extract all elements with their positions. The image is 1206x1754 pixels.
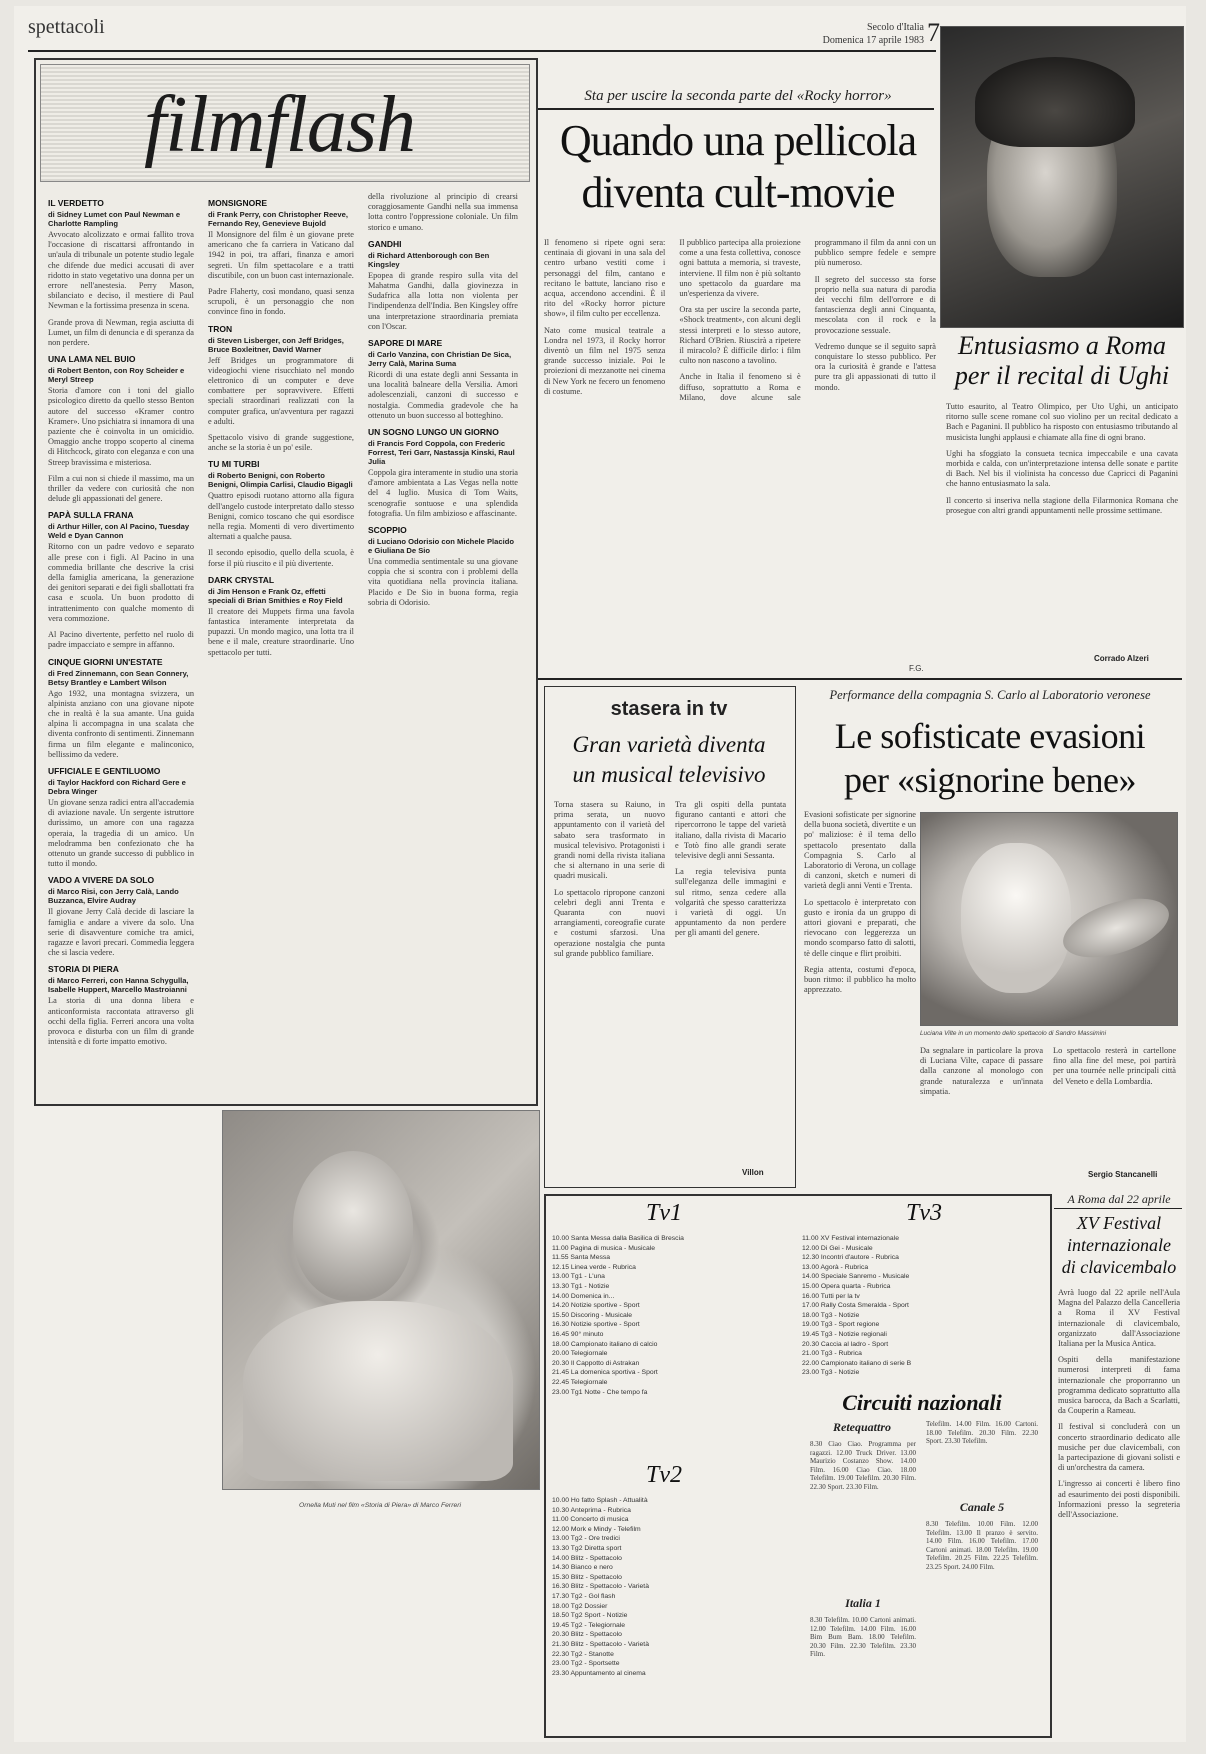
schedule-item: 20.00 Telegiornale [552,1350,608,1358]
review-title: SAPORE DI MARE [368,338,443,349]
schedule-item: 11.00 Concerto di musica [552,1516,629,1524]
schedule-item: 14.00 Speciale Sanremo - Musicale [802,1273,910,1281]
section-label: spettacoli [28,16,105,38]
tv-label: stasera in tv [610,698,728,720]
tv-headline-2: un musical televisivo [572,762,766,787]
performance-author: Sergio Stancanelli [1088,1170,1158,1179]
schedule-item: 15.00 Opera quarta - Rubrica [802,1282,891,1290]
performance-body-2: Da segnalare in particolare la prova di Luciana Vilte, capace di passare dalla canzone al monologo con grande naturalezza e un'innata simpatia. Lo spettacolo resterà in cartellone fino alla fine del mese, poi partirà per una tournée nelle principali città del Veneto e della Lombardia. [920,1046,1176,1096]
schedule-item: 15.50 Discoring - Musicale [552,1311,633,1319]
schedule-item: 14.00 Domenica in... [552,1292,615,1300]
schedule-item: 13.00 Agorà - Rubrica [802,1263,869,1271]
rocky-signature: F.G. [909,664,924,673]
review-title: TU MI TURBI [208,459,260,470]
schedule-item: 13.30 Tg2 Diretta sport [552,1544,622,1552]
filmflash-col1: IL VERDETTO di Sidney Lumet con Paul Newman e Charlotte Rampling Avvocato alcolizzato e ormai fallito trova l'occasione di riscattarsi affrontando in un'aula di tribunale un potente studio legale che difende due medici accusati di aver ridotto in stato vegetativo una donna per un errore nell'anestesia. Perry Mason, sbilanciato e deciso, il mestiere di Paul Newman e la fortissima presenza in scena. Grande prova di Newman, regia asciutta di Lumet, un film di denuncia e di speranza da non perdere. UNA LAMA NEL BUIO di Robert Benton, con Roy Scheider e Meryl Streep Storia d'amore con i toni del giallo psicologico diretto da quello stesso Benton autore del successo «Kramer contro Kramer». Uno psichiatra si innamora di una paziente che è coinvolta in un omicidio. Omaggio anche troppo scoperto al cinema di Hitchcock, girato con eleganza e con una Streep bravissima e misteriosa. Film a cui non si chiede il massimo, ma un thriller da vedere con curiosità che non delude gli appassionati del genere. PAPÀ SULLA FRANA di Arthur Hiller, con Al Pacino, Tuesday Weld e Dyan Cannon Ritorno con un padre vedovo e separato alle prese con i figli. Al Pacino in una commedia brillante che descrive la crisi della famiglia americana, la generazione dei genitori separati e dei figli sballottati fra casa e scuola. Un buon prodotto di intrattenimento con qualche momento di vera commozione. Al Pacino divertente, perfetto nel ruolo di padre impacciato e sempre in affanno. CINQUE GIORNI UN'ESTATE di Fred Zinnemann, con Sean Connery, Betsy Brantley e Lambert Wilson Ago 1932, una montagna svizzera, un alpinista anziano con una giovane nipote che in realtà è la sua amante. Una guida alpina li accompagna in una scalata che diventa confronto di sentimenti. Zinnemann firma un film elegante e malinconico, bellissimo da vedere. UFFICIALE E GENTILUOMO di Taylor Hackford con Richard Gere e Debra Winger Un giovane senza radici entra all'accademia di aviazione navale. Un sergente istruttore durissimo, un amore con una ragazza operaia, la tragedia di un amico. Un melodramma ben confezionato che ha ottenuto un grande successo di pubblico in tutto il mondo. VADO A VIVERE DA SOLO di Marco Risi, con Jerry Calà, Lando Buzzanca, Elvire Audray Il giovane Jerry Calà decide di lasciare la famiglia e andare a vivere da solo. Una serie di disavventure comiche tra amici, ragazze e lavori precari. Commedia leggera che si lascia vedere. STORIA DI PIERA di Marco Ferreri, con Hanna Schygulla, Isabelle Huppert, Marcello Mastroianni La storia di una donna libera e anticonformista raccontata attraverso gli occhi della figlia. Ferreri ancora una volta provoca e disturba con un film di grande intensità e di forte impatto emotivo. [48,198,194,1047]
review-title: STORIA DI PIERA [48,964,119,975]
schedule-item: 16.45 90° minuto [552,1330,604,1338]
schedule-item: 10.30 Anteprima - Rubrica [552,1506,631,1514]
review-credits: di Sidney Lumet con Paul Newman e Charlotte Rampling [48,210,181,228]
festival-headline-3: di clavicembalo [1061,1257,1177,1277]
schedule-item: 14.30 Bianco e nero [552,1564,613,1572]
review-title: UNA LAMA NEL BUIO [48,354,136,365]
schedule-item: 10.00 Santa Messa dalla Basilica di Brescia [552,1235,684,1242]
schedule-item: 22.00 Campionato italiano di serie B [802,1359,912,1367]
tv-body: Torna stasera su Raiuno, in prima serata, un nuovo appuntamento con il varietà del sabato sera trasformato in musical televisivo. Protagonisti i grandi nomi della rivista italiana che si alternano in una serie di quadri musicali. Lo spettacolo ripropone canzoni celebri degli anni Trenta e Quaranta con nuovi arrangiamenti, coreografie curate e costumi sfarzosi. Una operazione nostalgia che punta sul grande pubblico familiare. Tra gli ospiti della puntata figurano cantanti e attori che ripercorrono le tappe del varietà italiano, dalla rivista di Macario e Totò fino alle grandi serate televisive degli anni Sessanta. La regia televisiva punta sull'eleganza delle immagini e sul ritmo, senza cedere alla volgarità che spesso caratterizza i varietà di oggi. Un appuntamento da non perdere per gli amanti del genere. [554,800,786,958]
schedule-item: 13.00 Tg1 - L'una [552,1273,605,1281]
schedule-item: 16.00 Tutti per la tv [802,1292,860,1300]
newspaper-name: Secolo d'Italia [866,22,924,33]
schedule-item: 14.20 Notizie sportive - Sport [552,1302,640,1310]
review-title: UFFICIALE E GENTILUOMO [48,765,161,776]
schedule-item: 22.30 Tg2 - Stanotte [552,1650,614,1658]
rocky-kicker-rule [538,108,934,110]
schedule-item: 23.00 Tg3 - Notizie [802,1369,860,1377]
rocky-body: Il fenomeno si ripete ogni sera: centinaia di giovani in una sala del centro urbano vestiti come i personaggi del film, cantano e recitano le battute, lanciano riso e acqua, accendono accendini. È il rito del «Rocky horror picture show», il film culto per eccellenza. Nato come musical teatrale a Londra nel 1973, il Rocky horror diventò un film nel 1975 senza grande successo iniziale. Poi le proiezioni di mezzanotte nei cinema di New York ne fecero un fenomeno di costume. Il pubblico partecipa alla proiezione come a una festa collettiva, conosce ogni battuta a memoria, si traveste, interviene. Il film non è più soltanto uno spettacolo da guardare ma un'esperienza da vivere. Ora sta per uscire la seconda parte, «Shock treatment», con alcuni degli stessi interpreti e lo stesso autore, Richard O'Brien. Riuscirà a ripetere il miracolo? È difficile dirlo: i film culto non nascono a tavolino. Anche in Italia il fenomeno si è diffuso, soprattutto a Roma e Milano, dove alcune sale programmano il film da anni con un pubblico sempre fedele e sempre più numeroso. Il segreto del successo sta forse proprio nella sua natura di parodia dei vecchi film dell'orrore e di fantascienza degli anni Cinquanta, mescolata con il rock e la provocazione sessuale. Vedremo dunque se il seguito saprà conquistare lo stesso pubblico. Per ora la curiosità è grande e l'attesa pure tra gli appassionati di tutto il mondo. [544,238,936,402]
tv-author: Villon [742,1168,764,1177]
tv2-schedule [552,1496,792,1726]
performance-kicker: Performance della compagnia S. Carlo al Laboratorio veronese [829,688,1151,702]
review-title: TRON [208,323,233,334]
review-credits: di Carlo Vanzina, con Christian De Sica, Jerry Calà, Marina Suma [368,350,512,369]
italia1-schedule: 8.30 Telefilm. 10.00 Cartoni animati. 12.00 Telefilm. 14.00 Film. 16.00 Bim Bum Bam. 18.00 Telefilm. 20.30 Film. 22.30 Telefilm. 23.30 Film. [810,1616,916,1659]
rocky-kicker: Sta per uscire la seconda parte del «Rocky horror» [584,88,892,104]
schedule-item: 23.30 Appuntamento al cinema [552,1669,646,1677]
photo-figure-body [243,1301,513,1481]
schedule-item: 13.00 Tg2 - Ore tredici [552,1535,620,1543]
performance-caption: Luciana Vilte in un momento dello spettacolo di Sandro Massimini [920,1030,1107,1037]
ughi-author: Corrado Alzeri [1094,654,1149,663]
issue-date: Domenica 17 aprile 1983 [822,35,924,46]
canale5-schedule: 8.30 Telefilm. 10.00 Film. 12.00 Telefilm. 13.00 Il pranzo è servito. 14.00 Film. 16.00 Telefilm. 17.00 Cartoni animati. 18.00 Telefilm. 19.00 Telefilm. 20.25 Film. 22.25 Telefilm. 23.25 Sport. 24.00 Film. [926,1520,1038,1571]
review-title: IL VERDETTO [48,198,104,208]
schedule-item: 23.00 Tg2 - Sportsette [552,1660,620,1668]
review-credits: di Arthur Hiller, con Al Pacino, Tuesday Weld e Dyan Cannon [48,522,190,541]
review-title: DARK CRYSTAL [208,574,275,585]
schedule-item: 16.30 Blitz - Spettacolo - Varietà [552,1583,649,1591]
ughi-photo-hair [975,57,1135,147]
schedule-item: 17.30 Tg2 - Gol flash [552,1592,616,1600]
review-credits: di Jim Henson e Frank Oz, effetti speciali di Brian Smithies e Roy Field [208,586,343,605]
performance-headline-2: per «signorine bene» [844,760,1136,800]
newspaper-page [14,6,1186,1742]
schedule-item: 23.00 Tg1 Notte - Che tempo fa [552,1388,648,1396]
performance-photo [920,812,1178,1026]
tv1-title: Tv1 [646,1200,682,1226]
tv1-schedule [552,1234,792,1454]
review-credits: di Marco Ferreri, con Hanna Schygulla, Isabelle Huppert, Marcello Mastroianni [48,976,189,995]
review-title: SCOPPIO [368,525,407,536]
schedule-item: 12.00 Mork e Mindy - Telefilm [552,1525,641,1533]
filmflash-col2: MONSIGNORE di Frank Perry, con Christopher Reeve, Fernando Rey, Genevieve Bujold Il Monsignore del film è un giovane prete americano che fa carriera in Vaticano dal 1942 in poi, tra affari, finanza e amori segreti. Un film spettacolare e a tratti discutibile, con un buon cast internazionale. Padre Flaherty, così mondano, quasi senza scrupoli, è un personaggio che non convince fino in fondo. TRON di Steven Lisberger, con Jeff Bridges, Bruce Boxleitner, David Warner Jeff Bridges un programmatore di videogiochi viene risucchiato nel mondo elettronico di un computer e deve combattere per sopravvivere. Effetti speciali straordinari realizzati con la computer grafica, un'avventura per ragazzi e adulti. Spettacolo visivo di grande suggestione, anche se la storia è un po' esile. TU MI TURBI di Roberto Benigni, con Roberto Benigni, Olimpia Carlisi, Claudio Bigagli Quattro episodi ruotano attorno alla figura dell'angelo custode interpretato dallo stesso Benigni, comico toscano che qui esordisce nella regia. Momenti di vero divertimento alternati a qualche pausa. Il secondo episodio, quello della scuola, è forse il più riuscito e il più divertente. DARK CRYSTAL di Jim Henson e Frank Oz, effetti speciali di Brian Smithies e Roy Field Il creatore dei Muppets firma una favola fantastica interamente interpretata da pupazzi. Un mondo magico, una lotta tra il bene e il male, creature straordinarie. Uno spettacolo per tutti. [208,198,354,657]
schedule-item: 11.55 Santa Messa [552,1254,611,1262]
schedule-item: 12.30 Incontri d'autore - Rubrica [802,1254,899,1262]
tv3-schedule [802,1234,1042,1384]
review-title: CINQUE GIORNI UN'ESTATE [48,656,163,667]
review-title: UN SOGNO LUNGO UN GIORNO [368,427,499,438]
schedule-item: 22.45 Telegiornale [552,1378,608,1386]
schedule-item: 13.30 Tg1 - Notizie [552,1282,610,1290]
schedule-item: 18.50 Tg2 Sport - Notizie [552,1612,628,1620]
schedule-item: 21.00 Tg3 - Rubrica [802,1350,862,1358]
review-credits: di Luciano Odorisio con Michele Placido e Giuliana De Sio [368,537,514,556]
performance-headline-1: Le sofisticate evasioni [834,716,1146,756]
review-title: PAPÀ SULLA FRANA [48,510,134,521]
schedule-item: 21.45 La domenica sportiva - Sport [552,1369,658,1377]
review-credits: di Robert Benton, con Roy Scheider e Meryl Streep [48,366,185,385]
performance-photo-figure [961,843,1071,993]
schedule-item: 20.30 Il Cappotto di Astrakan [552,1359,640,1367]
canale5-title: Canale 5 [959,1500,1005,1514]
header-rule [28,50,936,52]
actress-photo [222,1110,540,1490]
review-credits: di Roberto Benigni, con Roberto Benigni, Olimpia Carlisi, Claudio Bigagli [208,471,353,490]
schedule-item: 20.30 Caccia al ladro - Sport [802,1340,889,1348]
review-title: MONSIGNORE [208,198,268,208]
schedule-item: 21.30 Blitz - Spettacolo - Varietà [552,1640,649,1648]
tv-headline-1: Gran varietà diventa [572,732,766,757]
schedule-item: 14.00 Blitz - Spettacolo [552,1554,622,1562]
rocky-headline-2: diventa cult-movie [581,168,895,217]
ughi-photo [940,26,1184,328]
review-credits: di Fred Zinnemann, con Sean Connery, Betsy Brantley e Lambert Wilson [48,668,189,687]
page-number: 7 [927,18,940,47]
schedule-item: 10.00 Ho fatto Splash - Attualità [552,1497,648,1504]
schedule-item: 19.00 Tg3 - Sport regione [802,1321,880,1329]
festival-headline-2: internazionale [1067,1235,1171,1255]
filmflash-title: filmflash [144,81,416,169]
schedule-item: 17.00 Rally Costa Smeralda - Sport [802,1302,909,1310]
schedule-item: 15.30 Blitz - Spettacolo [552,1573,622,1581]
retequattro-title: Retequattro [832,1420,891,1434]
ughi-body: Tutto esaurito, al Teatro Olimpico, per Uto Ughi, un anticipato ritorno sulle scene romane col suo violino per un recital dedicato a Bach e Paganini. Il pubblico ha risposto con entusiasmo tributando al musicista lunghi applausi e chiamate alla fine di ogni brano. Ughi ha sfoggiato la consueta tecnica impeccabile e una cavata morbida e calda, con un'interpretazione intensa delle sonate e partite di Bach. Nel bis il violinista ha concesso due Capricci di Paganini che hanno entusiasmato la sala. Il concerto si inseriva nella stagione della Filarmonica Romana che prosegue con altri grandi appuntamenti nelle prossime settimane. [946,402,1178,515]
performance-photo-arm [1056,887,1176,969]
review-title: VADO A VIVERE DA SOLO [48,875,155,886]
italia1-title: Italia 1 [845,1596,881,1610]
middle-rule [538,678,1182,680]
schedule-item: 18.00 Tg3 - Notizie [802,1311,860,1319]
ughi-headline-2: per il recital di Ughi [954,361,1170,390]
festival-kicker: A Roma dal 22 aprile [1067,1192,1171,1206]
festival-body: Avrà luogo dal 22 aprile nell'Aula Magna del Palazzo della Cancelleria a Roma il XV Festival internazionale di clavicembalo, organizzato dall'Associazione Italiana per la Musica Antica. Ospiti della manifestazione numerosi interpreti di fama internazionale che proporranno un programma dedicato soprattutto alla musica barocca, da Bach a Scarlatti, da Couperin a Rameau. Il festival si concluderà con un concerto straordinario dedicato alle musiche per due clavicembali, con la partecipazione di giovani solisti e di un'orchestra da camera. L'ingresso ai concerti è libero fino ad esaurimento dei posti disponibili. Informazioni presso la segreteria dell'Associazione. [1058,1288,1180,1520]
circuiti-title: Circuiti nazionali [842,1390,1002,1415]
review-credits: di Taylor Hackford con Richard Gere e Debra Winger [48,777,186,796]
review-credits: di Frank Perry, con Christopher Reeve, Fernando Rey, Genevieve Bujold [208,210,348,228]
schedule-item: 18.00 Tg2 Dossier [552,1602,608,1610]
tv3-title: Tv3 [906,1200,942,1226]
schedule-item: 20.30 Blitz - Spettacolo [552,1631,622,1639]
review-title: GANDHI [368,238,402,249]
review-credits: di Richard Attenborough con Ben Kingsley [368,250,490,269]
filmflash-col3: della rivoluzione al principio di crearsi coraggiosamente Gandhi nella sua immensa lotta contro l'oppressione coloniale. Un film storico e umano. GANDHI di Richard Attenborough con Ben Kingsley Epopea di grande respiro sulla vita del Mahatma Gandhi, dalla giovinezza in Sudafrica alla lotta non violenta per l'indipendenza dell'India. Ben Kingsley offre una interpretazione straordinaria premiata con l'Oscar. SAPORE DI MARE di Carlo Vanzina, con Christian De Sica, Jerry Calà, Marina Suma Ricordi di una estate degli anni Sessanta in una località balneare della Versilia. Amori adolescenziali, canzoni di successo e nostalgia. Commedia gradevole che ha ottenuto un buon successo al botteghino. UN SOGNO LUNGO UN GIORNO di Francis Ford Coppola, con Frederic Forrest, Teri Garr, Nastassja Kinski, Raul Julia Coppola gira interamente in studio una storia d'amore ambientata a Las Vegas nella notte del 4 luglio. Musica di Tom Waits, scenografie sontuose e una splendida fotografia. Un film ambizioso e affascinante. SCOPPIO di Luciano Odorisio con Michele Placido e Giuliana De Sio Una commedia sentimentale su una giovane coppia che si scontra con i problemi della vita quotidiana nella provincia italiana. Placido e De Sio in buona forma, regia sobria di Odorisio. [368,192,518,607]
festival-rule [1054,1208,1182,1209]
schedule-item: 19.45 Tg2 - Telegiornale [552,1621,626,1629]
photo-caption: Ornella Muti nel film «Storia di Piera» di Marco Ferreri [298,1502,462,1509]
schedule-item: 19.45 Tg3 - Notizie regionali [802,1330,887,1338]
schedule-item: 11.00 XV Festival internazionale [802,1235,899,1242]
photo-figure-head [293,1151,413,1301]
schedule-item: 12.00 Di Gei - Musicale [802,1244,873,1252]
review-credits: di Francis Ford Coppola, con Frederic Forrest, Teri Garr, Nastassja Kinski, Raul Julia [368,439,515,467]
schedule-item: 16.30 Notizie sportive - Sport [552,1321,640,1329]
circuiti-col2-top: Telefilm. 14.00 Film. 16.00 Cartoni. 18.00 Telefilm. 20.30 Film. 22.30 Sport. 23.30 Telefilm. [926,1420,1038,1446]
retequattro-schedule: 8.30 Ciao Ciao. Programma per ragazzi. 12.00 Truck Driver. 13.00 Maurizio Costanzo Show. 14.00 Film. 16.00 Ciao Ciao. 18.00 Telefilm. 19.00 Telefilm. 20.30 Film. 22.30 Sport. 23.30 Film. [810,1440,916,1491]
rocky-headline-1: Quando una pellicola [559,116,917,165]
performance-body-1: Evasioni sofisticate per signorine della buona società, divertite e un po' maliziose: è il tema dello spettacolo presentato dalla Compagnia S. Carlo al Laboratorio di Verona, un collage di canzoni, sketch e numeri di varietà degli anni Venti e Trenta. Lo spettacolo è interpretato con gusto e ironia da un gruppo di attori giovani e preparati, che rievocano con leggerezza un mondo scomparso fatto di salotti, tè delle cinque e flirt proibiti. Regia attenta, costumi d'epoca, buon ritmo: il pubblico ha molto apprezzato. [804,810,916,995]
tv2-title: Tv2 [646,1462,682,1488]
schedule-item: 18.00 Campionato italiano di calcio [552,1340,658,1348]
schedule-item: 12.15 Linea verde - Rubrica [552,1263,636,1271]
review-credits: di Marco Risi, con Jerry Calà, Lando Buzzanca, Elvire Audray [48,887,179,906]
review-credits: di Steven Lisberger, con Jeff Bridges, Bruce Boxleitner, David Warner [208,335,344,354]
ughi-headline-1: Entusiasmo a Roma [958,331,1166,360]
schedule-item: 11.00 Pagina di musica - Musicale [552,1244,656,1252]
festival-headline-1: XV Festival [1076,1213,1162,1233]
